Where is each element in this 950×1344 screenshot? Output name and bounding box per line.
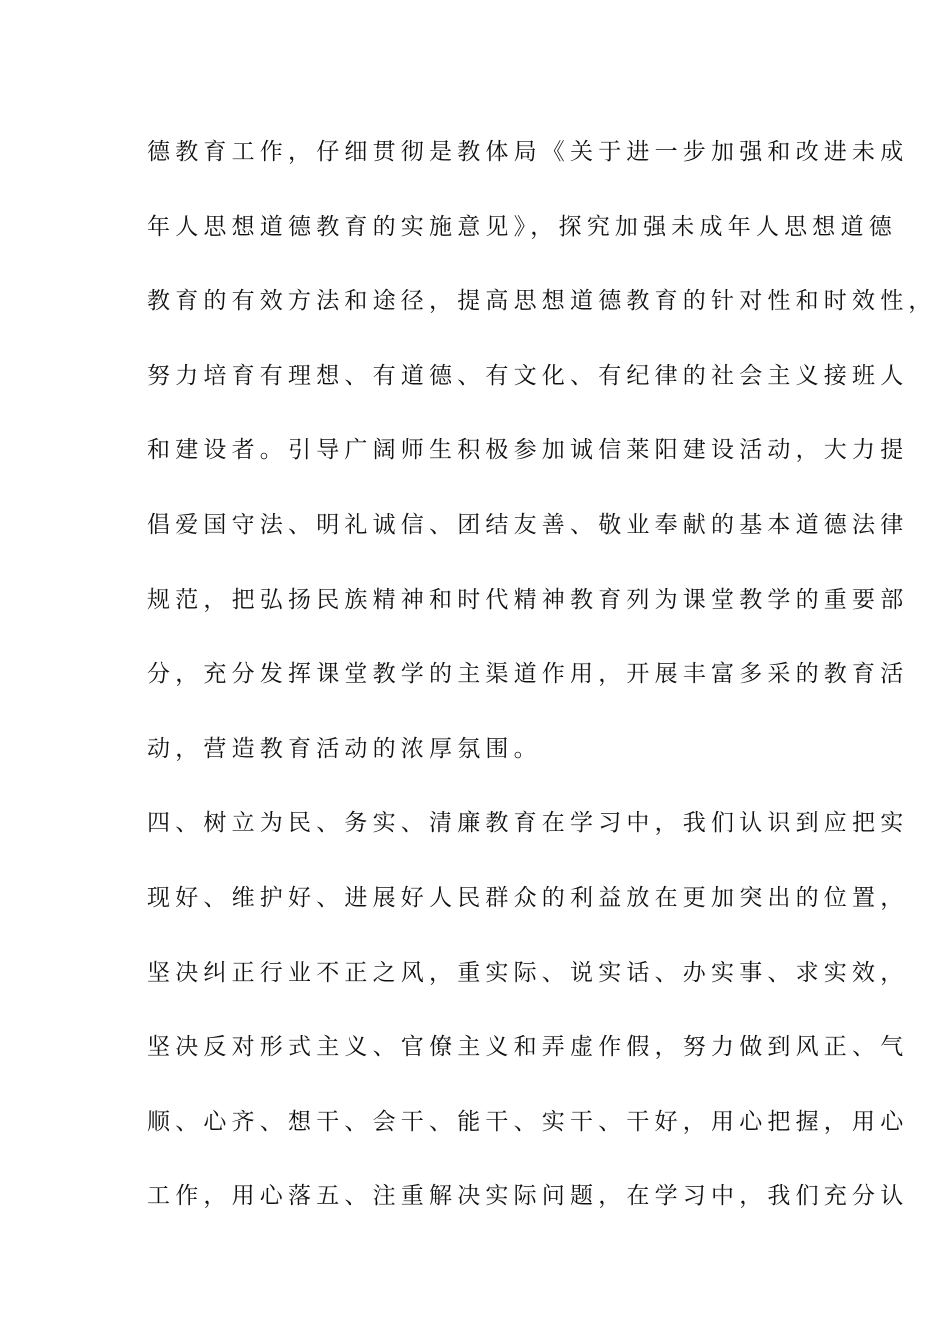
text-line: 努力培育有理想、有道德、有文化、有纪律的社会主义接班人 — [147, 362, 909, 389]
text-line: 分，充分发挥课堂教学的主渠道作用，开展丰富多采的教育活 — [147, 661, 909, 688]
text-line: 年人思想道德教育的实施意见》，探究加强未成年人思想道德 — [147, 213, 897, 240]
text-line: 倡爱国守法、明礼诚信、团结友善、敬业奉献的基本道德法律 — [147, 511, 909, 538]
text-line: 工作，用心落五、注重解决实际问题，在学习中，我们充分认 — [147, 1183, 909, 1210]
text-line: 德教育工作，仔细贯彻是教体局《关于进一步加强和改进未成 — [147, 139, 909, 165]
section-heading-line: 四、树立为民、务实、清廉教育在学习中，我们认识到应把实 — [147, 810, 909, 837]
body-text — [147, 134, 937, 1253]
text-line: 坚决纠正行业不正之风，重实际、说实话、办实事、求实效， — [147, 959, 909, 986]
text-line: 动，营造教育活动的浓厚氛围。 — [147, 735, 542, 762]
text-line: 坚决反对形式主义、官僚主义和弄虚作假，努力做到风正、气 — [147, 1034, 909, 1061]
text-line: 顺、心齐、想干、会干、能干、实干、干好，用心把握，用心 — [147, 1108, 909, 1135]
text-line: 和建设者。引导广阔师生积极参加诚信莱阳建设活动，大力提 — [147, 437, 909, 464]
text-line: 现好、维护好、进展好人民群众的利益放在更加突出的位置， — [147, 884, 909, 911]
text-line: 教育的有效方法和途径，提高思想道德教育的针对性和时效性， — [147, 288, 937, 315]
text-line: 规范，把弘扬民族精神和时代精神教育列为课堂教学的重要部 — [147, 586, 909, 613]
